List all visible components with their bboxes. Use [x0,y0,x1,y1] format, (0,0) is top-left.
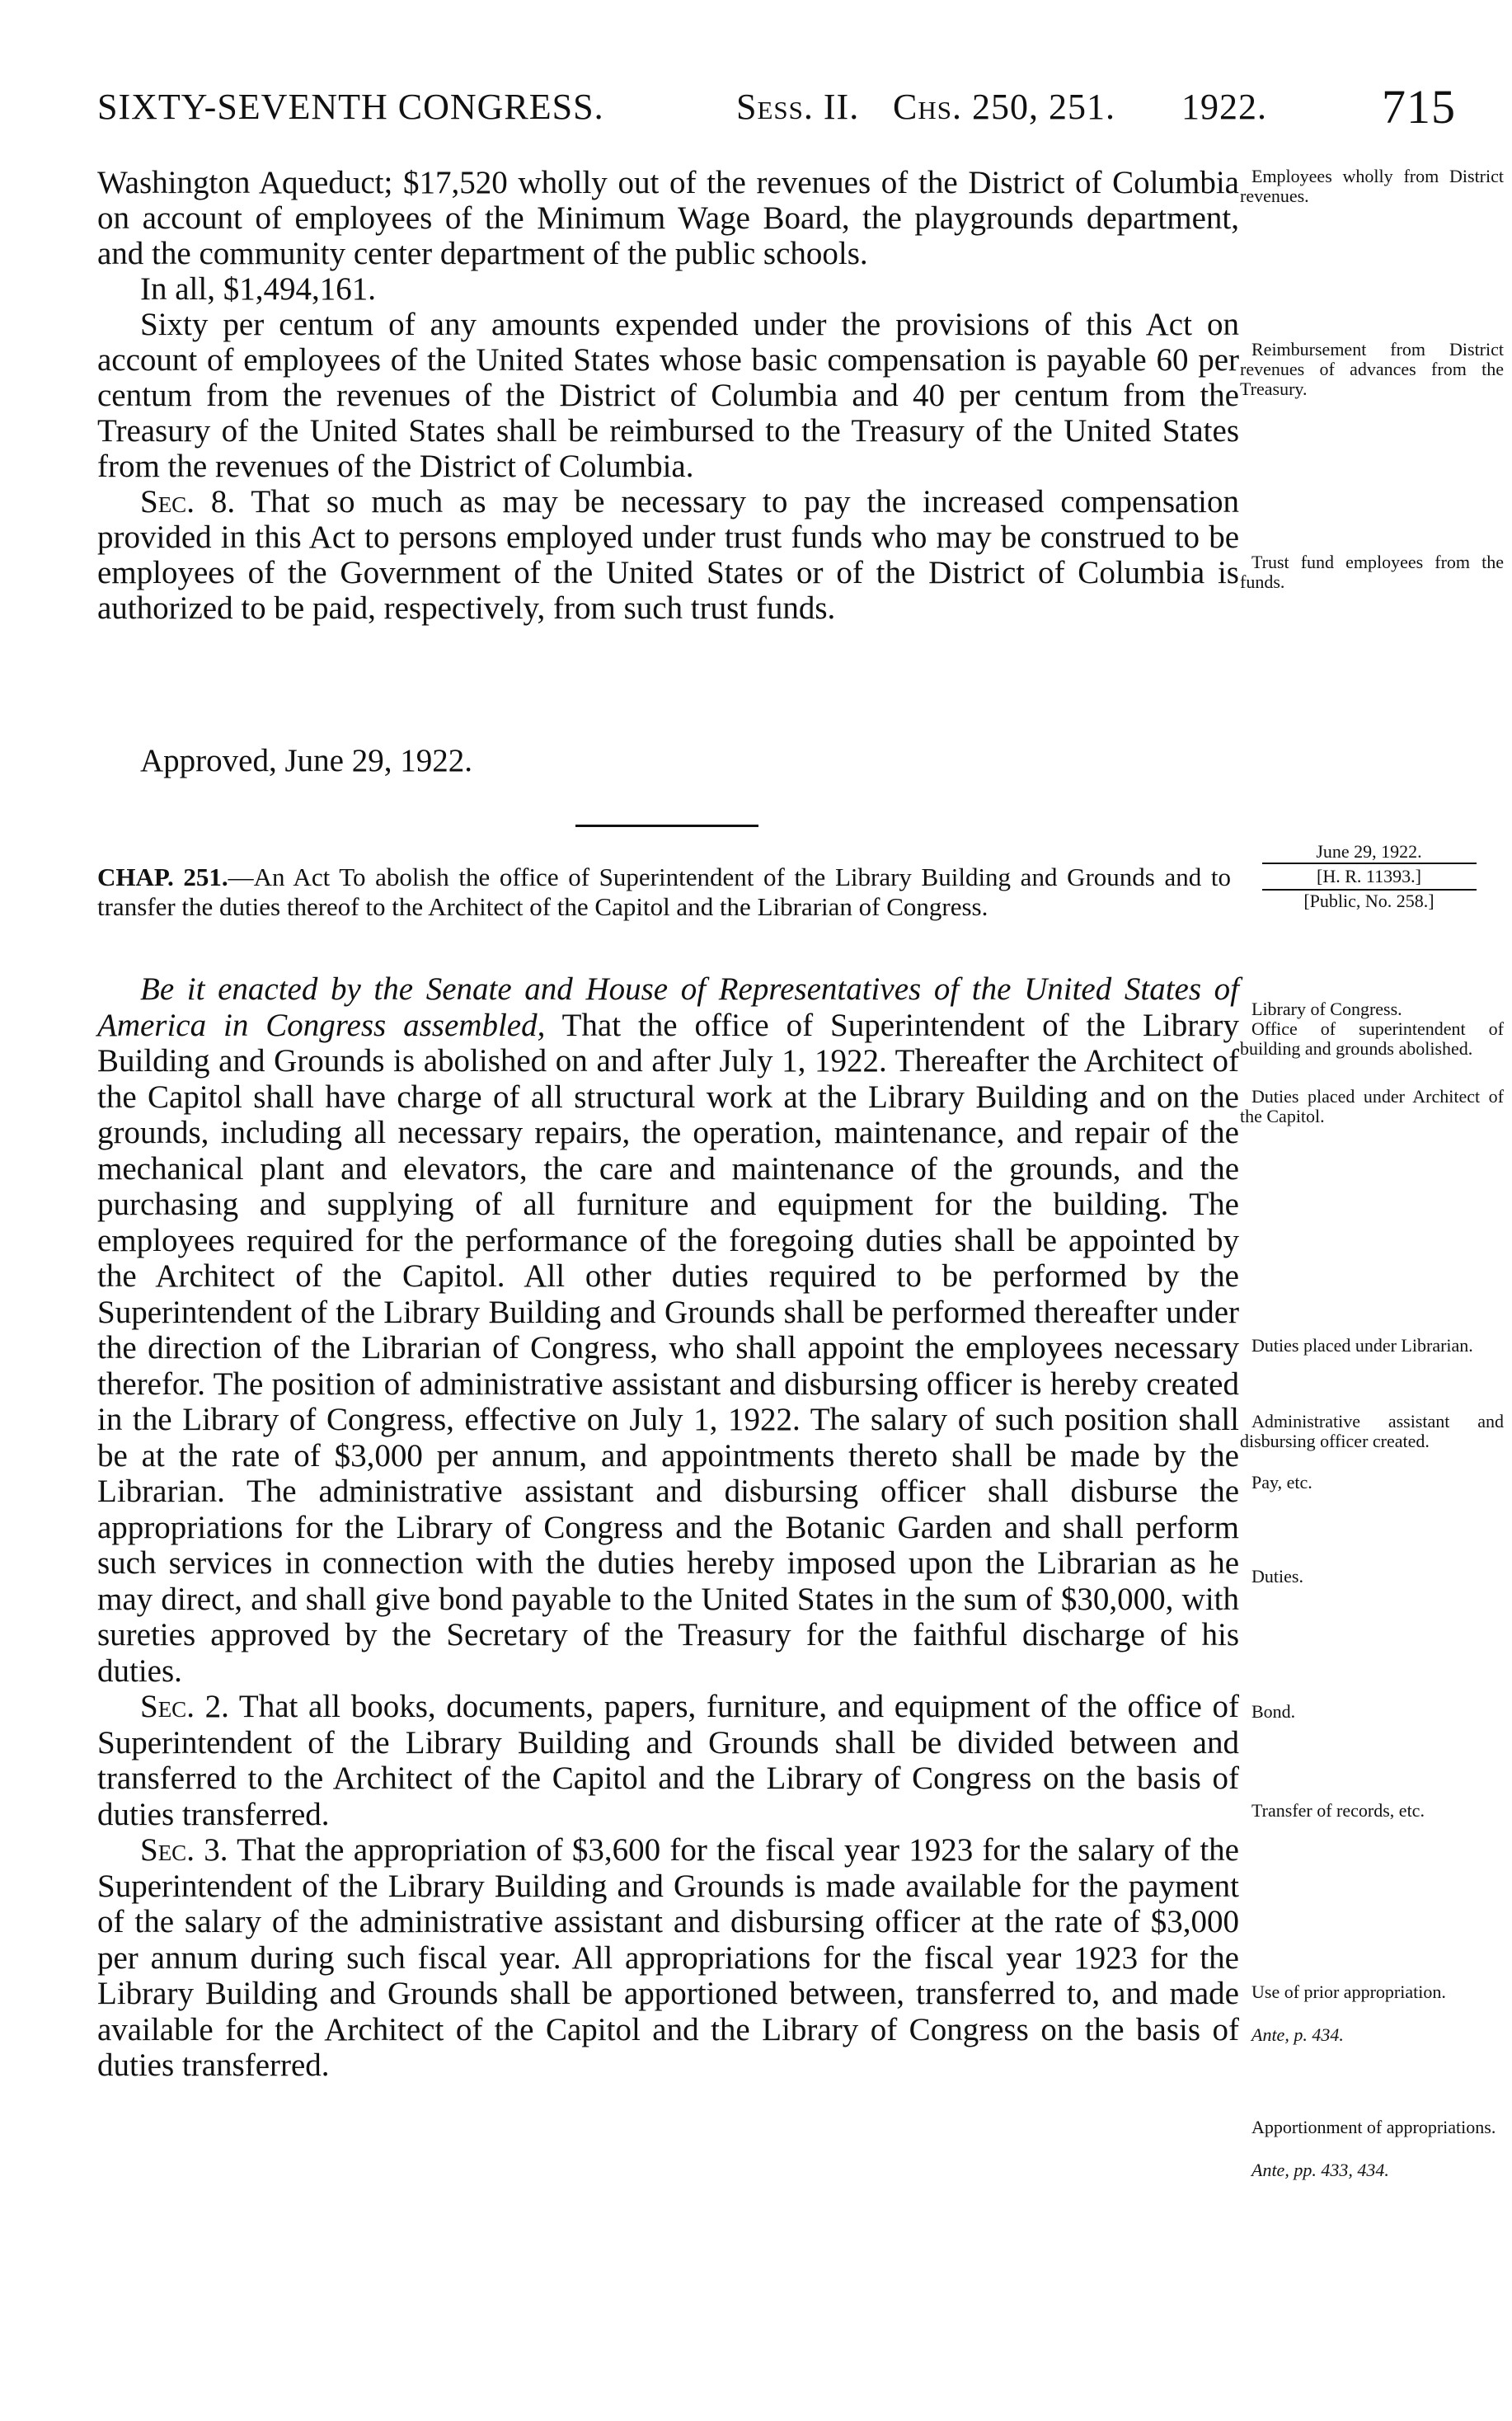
section-3-label: Sec. 3. [140,1832,228,1868]
margin-note-duties-architect: Duties placed under Architect of the Capitol. [1240,1086,1504,1126]
margin-note-apportionment: Apportionment of appropriations. [1251,2117,1496,2137]
in-all-total: In all, $1,494,161. [140,271,376,307]
running-head [97,80,1512,143]
section-8-label: Sec. 8. [140,484,236,519]
section-1-text: That the office of Superintendent of the Library Building and Grounds is abolished on and after July 1, 1922. Thereafter the Architect of the Capitol shall have charge of all structural work at the Library Building and on the grounds, including all necessary repairs, the operation, maintenance, and repair of the mechanical plant and elevators, the care and maintenance of the grounds, and the purchasing and supplying of all furniture and equipment for the building. The employees required for the performance of the foregoing duties shall be appointed by the Architect of the Capitol. All other duties required to be performed by the Superintendent of the Library Building and Grounds shall be performed thereafter under the direction of the Librarian of Congress, who shall appoint the employees necessary therefor. The position of administrative assistant and disbursing officer is hereby created in the Library of Congress, effective on July 1, 1922. The salary of such position shall be at the rate of $3,000 per annum, and appointments thereto shall be made by the Librarian. The administrative assistant and disbursing officer shall disburse the appropriations for the Library of Congress and the Botanic Garden and shall perform such services in connection with the duties hereby imposed upon the Librarian as he may direct, and shall give bond payable to the United States in the sum of $30,000, with sureties approved by the Secretary of the Treasury for the faithful discharge of his duties. [97,1007,1239,1689]
margin-note-employees-wholly: Employees wholly from District revenues. [1240,166,1504,206]
section-8-text: That so much as may be necessary to pay the increased compensation provided in this Act to persons employed under trust funds who may be construed to be employees of the Government of the United States or of the District of Columbia is authorized to be paid, respectively, from such trust funds. [97,484,1239,626]
margin-note-trust-fund: Trust fund employees from the funds. [1240,552,1504,592]
section-2-label: Sec. 2. [140,1689,229,1724]
margin-note-office-abolished: Office of superintendent of building and grounds abolished. [1240,1018,1504,1059]
running-head-year: 1922. [1181,87,1267,127]
section-divider [575,825,758,827]
margin-note-duties-librarian: Duties placed under Librarian. [1251,1335,1473,1356]
section-3-paragraph [97,1832,1239,2084]
chapter-number: CHAP. 251. [97,863,228,891]
section-2-paragraph [97,1689,1239,1832]
chapter-title [97,863,1231,922]
margin-note-use-prior: Use of prior appropriation. [1251,1981,1446,2002]
reimbursement-paragraph: Sixty per centum of any amounts expended under the provisions of this Act on account of employees of the United States whose basic compensation is payable 60 per centum from the revenues of the District of Columbia and 40 per centum from the Treasury of the United States shall be reimbursed to the Treasury of the United States from the revenues of the District of Columbia. [97,307,1239,484]
margin-note-pay: Pay, etc. [1251,1472,1312,1493]
margin-note-admin-assistant: Administrative assistant and disbursing officer created. [1240,1411,1504,1451]
running-head-congress: SIXTY-SEVENTH CONGRESS. [97,87,604,127]
chapter-title-text: —An Act To abolish the office of Superintendent of the Library Building and Grounds and to transfer the duties thereof to the Architect of the Capitol and the Librarian of Congress. [97,863,1231,921]
margin-note-transfer-records: Transfer of records, etc. [1251,1800,1425,1821]
margin-note-library-of-congress: Library of Congress. [1251,999,1402,1019]
margin-note-reimbursement: Reimbursement from District revenues of advances from the Treasury. [1240,339,1504,399]
margin-note-ante-434: Ante, p. 434. [1251,2024,1344,2045]
page-number: 715 [1382,80,1456,134]
chapter-date: June 29, 1922. [1316,841,1422,862]
continued-text [97,165,1239,626]
aqueduct-paragraph: Washington Aqueduct; $17,520 wholly out of the revenues of the District of Columbia on account of employees of the Minimum Wage Board, the playgrounds department, and the community center department of the public schools. [97,165,1239,271]
margin-note-bond: Bond. [1251,1701,1296,1722]
chapter-info [1243,841,1495,912]
running-head-session: Sess. II. [736,87,860,127]
bill-number: [H. R. 11393.] [1262,863,1477,891]
enacting-clause: Be it enacted by the Senate and House of Representatives of the United States of America in Congress assembled, [97,971,1239,1043]
section-1-paragraph [97,971,1239,1689]
approval-date: Approved, June 29, 1922. [140,743,472,778]
running-head-chapters: Chs. 250, 251. [893,87,1115,127]
margin-note-duties: Duties. [1251,1566,1303,1587]
section-2-text: That all books, documents, papers, furniture, and equipment of the office of Superintendent of the Library Building and Grounds shall be divided between and transferred to the Architect of the Capitol and the Library of Congress on the basis of duties transferred. [97,1689,1240,1832]
act-text [97,971,1239,2084]
margin-note-ante-433: Ante, pp. 433, 434. [1251,2160,1389,2180]
section-8-paragraph [97,484,1239,626]
public-law-number: [Public, No. 258.] [1303,891,1435,911]
section-3-text: That the appropriation of $3,600 for the fiscal year 1923 for the salary of the Superintendent of the Library Building and Grounds is made available for the payment of the salary of the administrative assistant and disbursing officer at the rate of $3,000 per annum during such fiscal year. All appropriations for the fiscal year 1923 for the Library Building and Grounds shall be apportioned between, transferred to, and made available for the Architect of the Capitol and the Library of Congress on the basis of duties transferred. [97,1832,1239,2083]
